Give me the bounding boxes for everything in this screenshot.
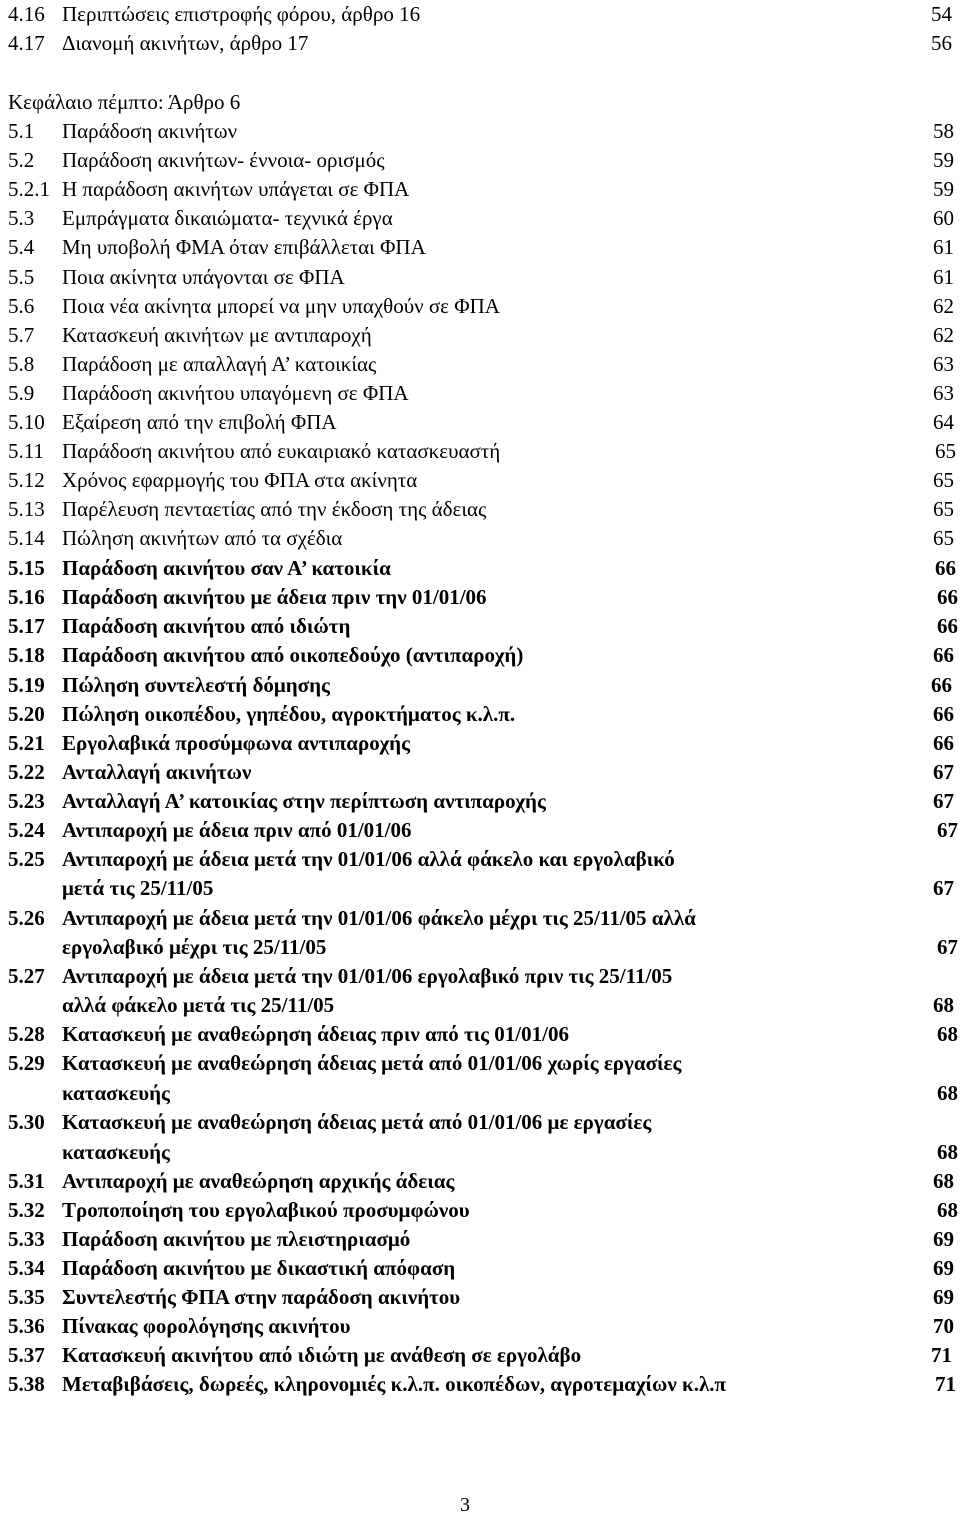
toc-entry-number: 5.4 [8, 235, 35, 259]
toc-entry-page: 65 [933, 497, 954, 521]
toc-entry [0, 904, 960, 933]
toc-entry [0, 204, 960, 233]
toc-entry-title: Εμπράγματα δικαιώματα- τεχνικά έργα [62, 206, 393, 230]
toc-entry-title: Εξαίρεση από την επιβολή ΦΠΑ [62, 410, 337, 434]
toc-entry-number: 5.32 [8, 1198, 45, 1222]
toc-entry [0, 933, 960, 962]
toc-entry-number: 5.5 [8, 265, 35, 289]
toc-entry [0, 1167, 960, 1196]
toc-entry [0, 1020, 960, 1049]
toc-entry-number: 5.2 [8, 148, 35, 172]
toc-entry-title: κατασκευής [62, 1081, 170, 1105]
toc-entry-number: 5.19 [8, 673, 45, 697]
toc-entry-page: 66 [931, 673, 952, 697]
toc-entry-page: 67 [937, 818, 958, 842]
toc-entry-page: 59 [933, 177, 954, 201]
toc-entry-title: Διανομή ακινήτων, άρθρο 17 [62, 31, 309, 55]
toc-entry-number: 5.12 [8, 468, 45, 492]
toc-entry-number: 5.26 [8, 906, 45, 930]
toc-entry [0, 758, 960, 787]
toc-entry-number: 5.18 [8, 643, 45, 667]
toc-entry-page: 67 [933, 760, 954, 784]
toc-entry [0, 1138, 960, 1167]
toc-entry-title: κατασκευής [62, 1140, 170, 1164]
toc-entry-number: 5.22 [8, 760, 45, 784]
toc-entry [0, 1341, 960, 1370]
toc-entry [0, 816, 960, 845]
toc-entry-title: Παράδοση ακινήτου με δικαστική απόφαση [62, 1256, 456, 1280]
toc-entry-title: Πίνακας φορολόγησης ακινήτου [62, 1314, 351, 1338]
toc-entry-page: 66 [933, 643, 954, 667]
toc-entry-title: Παράδοση ακινήτου από οικοπεδούχο (αντιπαροχή) [62, 643, 524, 667]
toc-entry [0, 1108, 960, 1137]
toc-entry-title: Χρόνος εφαρμογής του ΦΠΑ στα ακίνητα [62, 468, 418, 492]
toc-entry-number: 5.8 [8, 352, 35, 376]
toc-entry-number: 5.30 [8, 1110, 45, 1134]
toc-entry-page: 58 [933, 119, 954, 143]
toc-entry [0, 321, 960, 350]
toc-entry-page: 66 [933, 702, 954, 726]
toc-entry-number: 5.34 [8, 1256, 45, 1280]
toc-entry-page: 67 [933, 789, 954, 813]
toc-entry-number: 5.21 [8, 731, 45, 755]
toc-entry-title: Η παράδοση ακινήτων υπάγεται σε ΦΠΑ [62, 177, 410, 201]
toc-entry-page: 61 [933, 265, 954, 289]
toc-entry [0, 0, 960, 29]
toc-entry [0, 1283, 960, 1312]
toc-entry-page: 68 [937, 1081, 958, 1105]
toc-entry-title: Κατασκευή με αναθεώρηση άδειας πριν από τις 01/01/06 [62, 1022, 569, 1046]
toc-entry-number: 5.10 [8, 410, 45, 434]
toc-entry-title: Παράδοση ακινήτου με άδεια πριν την 01/01/06 [62, 585, 487, 609]
toc-entry [0, 874, 960, 903]
toc-entry [0, 175, 960, 204]
toc-entry-number: 5.25 [8, 847, 45, 871]
toc-entry-page: 68 [933, 1169, 954, 1193]
toc-entry [0, 641, 960, 670]
toc-entry-number: 5.20 [8, 702, 45, 726]
toc-entry-number: 5.11 [8, 439, 44, 463]
toc-entry-title: Εργολαβικά προσύμφωνα αντιπαροχής [62, 731, 410, 755]
toc-entry [0, 1079, 960, 1108]
toc-entry-number: 5.36 [8, 1314, 45, 1338]
toc-entry-title: μετά τις 25/11/05 [62, 876, 214, 900]
toc-entry [0, 292, 960, 321]
toc-entry-title: Αντιπαροχή με άδεια μετά την 01/01/06 εργολαβικό πριν τις 25/11/05 [62, 964, 673, 988]
toc-entry-page: 62 [933, 323, 954, 347]
toc-entry-title: Συντελεστής ΦΠΑ στην παράδοση ακινήτου [62, 1285, 461, 1309]
toc-entry-title: Παράδοση ακινήτου από ιδιώτη [62, 614, 351, 638]
toc-entry [0, 350, 960, 379]
toc-entry-title: Κατασκευή ακινήτου από ιδιώτη με ανάθεση σε εργολάβο [62, 1343, 582, 1367]
toc-entry-title: Παράδοση ακινήτου από ευκαιριακό κατασκευαστή [62, 439, 501, 463]
toc-entry [0, 1225, 960, 1254]
toc-entry-title: Κατασκευή με αναθεώρηση άδειας μετά από 01/01/06 με εργασίες [62, 1110, 652, 1134]
toc-entry-number: 5.14 [8, 526, 45, 550]
toc-entry-title: Παράδοση ακινήτου υπαγόμενη σε ΦΠΑ [62, 381, 409, 405]
toc-entry-page: 66 [937, 585, 958, 609]
toc-entry-page: 56 [931, 31, 952, 55]
toc-entry-number: 5.7 [8, 323, 35, 347]
toc-entry-title: Ποια ακίνητα υπάγονται σε ΦΠΑ [62, 265, 345, 289]
toc-entry [0, 729, 960, 758]
toc-entry [0, 408, 960, 437]
toc-entry-number: 5.29 [8, 1051, 45, 1075]
toc-entry-page: 63 [933, 381, 954, 405]
toc-entry [0, 991, 960, 1020]
toc-entry-page: 59 [933, 148, 954, 172]
toc-entry-title: Μεταβιβάσεις, δωρεές, κληρονομιές κ.λ.π. οικοπέδων, αγροτεμαχίων κ.λ.π [62, 1372, 727, 1396]
toc-entry-number: 5.28 [8, 1022, 45, 1046]
toc-entry-title: Πώληση συντελεστή δόμησης [62, 673, 330, 697]
toc-entry-number: 5.31 [8, 1169, 45, 1193]
toc-entry-title: Παράδοση ακινήτων- έννοια- ορισμός [62, 148, 385, 172]
toc-entry [0, 233, 960, 262]
toc-entry-number: 5.2.1 [8, 177, 50, 201]
toc-entry-title: Ποια νέα ακίνητα μπορεί να μην υπαχθούν σε ΦΠΑ [62, 294, 500, 318]
toc-entry-page: 69 [933, 1227, 954, 1251]
toc-entry-title: Περιπτώσεις επιστροφής φόρου, άρθρο 16 [62, 2, 421, 26]
toc-entry-page: 68 [937, 1140, 958, 1164]
toc-entry [0, 29, 960, 58]
toc-entry [0, 671, 960, 700]
toc-entry-number: 5.6 [8, 294, 35, 318]
toc-entry-number: 5.9 [8, 381, 35, 405]
toc-entry [0, 146, 960, 175]
toc-entry-page: 67 [933, 876, 954, 900]
toc-entry [0, 466, 960, 495]
toc-entry-page: 54 [931, 2, 952, 26]
toc-entry [0, 612, 960, 641]
toc-entry-number: 5.38 [8, 1372, 45, 1396]
toc-entry-number: 5.23 [8, 789, 45, 813]
toc-entry-page: 65 [935, 439, 956, 463]
toc-entry-title: Τροποποίηση του εργολαβικού προσυμφώνου [62, 1198, 470, 1222]
toc-entry-title: Πώληση ακινήτων από τα σχέδια [62, 526, 343, 550]
toc-entry-title: Παράδοση ακινήτου με πλειστηριασμό [62, 1227, 411, 1251]
toc-entry-page: 61 [933, 235, 954, 259]
toc-entry-page: 62 [933, 294, 954, 318]
toc-entry-number: 5.33 [8, 1227, 45, 1251]
toc-entry-page: 70 [933, 1314, 954, 1338]
toc-entry-page: 71 [935, 1372, 956, 1396]
toc-entry [0, 524, 960, 553]
toc-entry-number: 5.16 [8, 585, 45, 609]
toc-entry-page: 65 [933, 526, 954, 550]
toc-entry-title: Παράδοση με απαλλαγή Α’ κατοικίας [62, 352, 377, 376]
toc-entry-number: 5.24 [8, 818, 45, 842]
toc-entry-title: Παρέλευση πενταετίας από την έκδοση της άδειας [62, 497, 487, 521]
toc-entry [0, 962, 960, 991]
toc-entry [0, 379, 960, 408]
toc-entry-page: 71 [931, 1343, 952, 1367]
toc-entry-title: Κατασκευή ακινήτων με αντιπαροχή [62, 323, 372, 347]
toc-entry [0, 787, 960, 816]
toc-entry-title: Κεφάλαιο πέμπτο: Άρθρο 6 [8, 90, 241, 114]
toc-entry-title: αλλά φάκελο μετά τις 25/11/05 [62, 993, 335, 1017]
page-number: 3 [460, 1494, 470, 1516]
toc-entry-page: 66 [933, 731, 954, 755]
toc-entry-number: 5.17 [8, 614, 45, 638]
toc-entry-page: 66 [937, 614, 958, 638]
toc-entry [0, 1312, 960, 1341]
toc-entry-number: 5.1 [8, 119, 35, 143]
toc-entry-page: 65 [933, 468, 954, 492]
toc-entry-page: 64 [933, 410, 954, 434]
toc-entry-page: 69 [933, 1256, 954, 1280]
toc-entry-title: Παράδοση ακινήτου σαν Α’ κατοικία [62, 556, 391, 580]
toc-entry [0, 263, 960, 292]
toc-entry-title: Πώληση οικοπέδου, γηπέδου, αγροκτήματος κ.λ.π. [62, 702, 516, 726]
toc-entry [0, 700, 960, 729]
toc-entry-number: 5.35 [8, 1285, 45, 1309]
toc-entry [0, 117, 960, 146]
toc-entry-page: 63 [933, 352, 954, 376]
toc-entry-number: 5.37 [8, 1343, 45, 1367]
toc-entry [0, 1196, 960, 1225]
toc-entry-page: 60 [933, 206, 954, 230]
toc-entry [0, 583, 960, 612]
toc-entry [0, 437, 960, 466]
toc-entry-page: 68 [937, 1198, 958, 1222]
toc-entry-title: Μη υποβολή ΦΜΑ όταν επιβάλλεται ΦΠΑ [62, 235, 426, 259]
toc-entry-number: 4.16 [8, 2, 45, 26]
toc-entry-title: Ανταλλαγή Α’ κατοικίας στην περίπτωση αντιπαροχής [62, 789, 546, 813]
toc-entry-title: Παράδοση ακινήτων [62, 119, 238, 143]
toc-entry [0, 495, 960, 524]
toc-entry [0, 1254, 960, 1283]
toc-entry-title: Κατασκευή με αναθεώρηση άδειας μετά από 01/01/06 χωρίς εργασίες [62, 1051, 682, 1075]
toc-entry [0, 88, 960, 117]
toc-entry-title: Αντιπαροχή με άδεια μετά την 01/01/06 φάκελο μέχρι τις 25/11/05 αλλά [62, 906, 696, 930]
toc-entry [0, 845, 960, 874]
toc-entry [0, 1370, 960, 1399]
toc-entry-page: 66 [935, 556, 956, 580]
toc-entry-number: 4.17 [8, 31, 45, 55]
toc-entry [0, 554, 960, 583]
toc-entry-title: Αντιπαροχή με άδεια μετά την 01/01/06 αλλά φάκελο και εργολαβικό [62, 847, 675, 871]
toc-entry-title: Αντιπαροχή με άδεια πριν από 01/01/06 [62, 818, 412, 842]
toc-entry-title: Αντιπαροχή με αναθεώρηση αρχικής άδειας [62, 1169, 455, 1193]
toc-entry-number: 5.27 [8, 964, 45, 988]
toc-entry-number: 5.15 [8, 556, 45, 580]
toc-entry-title: Ανταλλαγή ακινήτων [62, 760, 252, 784]
toc-entry-number: 5.3 [8, 206, 35, 230]
toc-entry-number: 5.13 [8, 497, 45, 521]
toc-entry-page: 67 [937, 935, 958, 959]
toc-entry-page: 68 [933, 993, 954, 1017]
toc-entry-title: εργολαβικό μέχρι τις 25/11/05 [62, 935, 327, 959]
toc-entry-page: 69 [933, 1285, 954, 1309]
toc-entry-page: 68 [937, 1022, 958, 1046]
toc-entry [0, 1049, 960, 1078]
